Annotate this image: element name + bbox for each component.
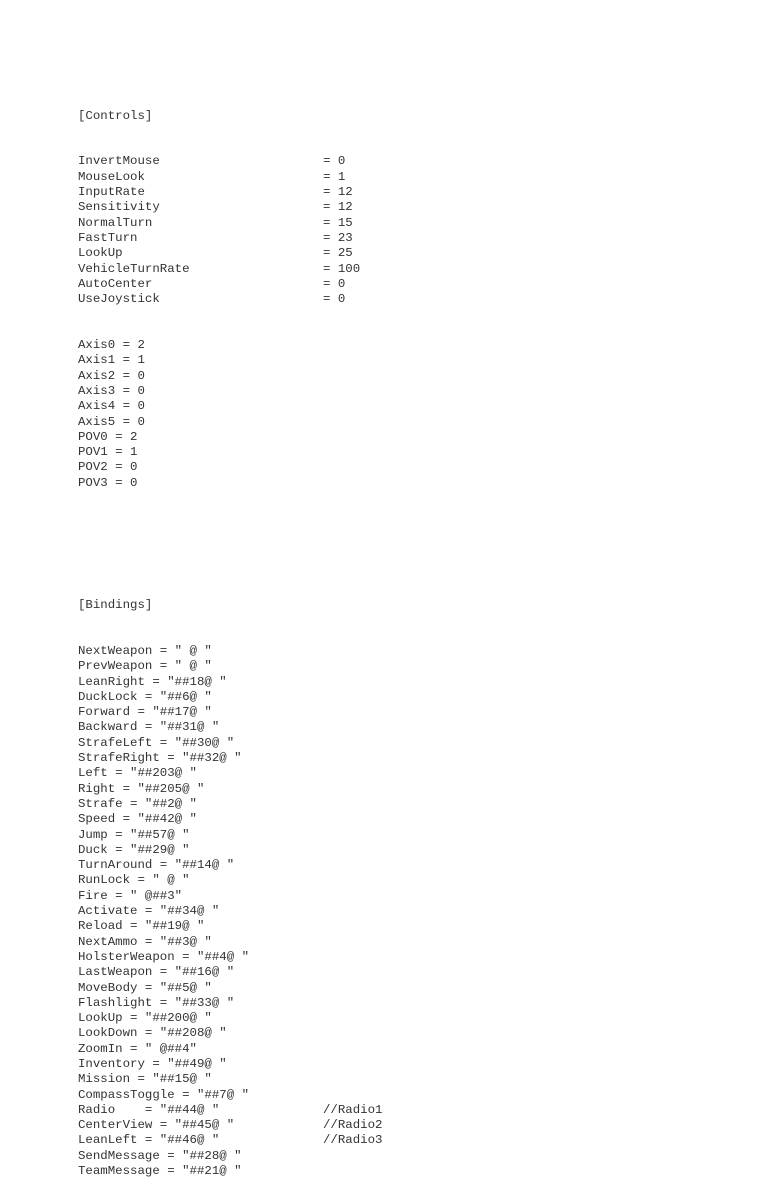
binding-line: [78, 858, 718, 873]
binding-text: ZoomIn = " @##4": [78, 1041, 197, 1056]
binding-line: [78, 919, 718, 934]
binding-text: Mission = "##15@ ": [78, 1072, 212, 1087]
config-line-text: POV3 = 0: [78, 475, 138, 490]
binding-line: [78, 873, 718, 888]
binding-line: [78, 644, 718, 659]
config-line: [78, 460, 718, 475]
config-line: [78, 170, 718, 185]
binding-line: [78, 1011, 718, 1026]
binding-text: Right = "##205@ ": [78, 781, 205, 796]
config-line-text: POV2 = 0: [78, 460, 138, 475]
binding-line: [78, 782, 718, 797]
config-key: InputRate: [78, 185, 145, 200]
binding-line: [78, 965, 718, 980]
binding-text: TurnAround = "##14@ ": [78, 858, 235, 873]
binding-line: [78, 1042, 718, 1057]
binding-line: [78, 1088, 718, 1103]
config-line: [78, 185, 718, 200]
binding-text: Left = "##203@ ": [78, 766, 197, 781]
config-line: [78, 338, 718, 353]
binding-text: Inventory = "##49@ ": [78, 1057, 227, 1071]
config-line: [78, 246, 718, 261]
binding-text: NextAmmo = "##3@ ": [78, 934, 212, 949]
config-line: [78, 415, 718, 430]
config-value: = 0: [323, 154, 346, 169]
binding-line: [78, 981, 718, 996]
controls-axis-list: [78, 338, 718, 491]
binding-text: LookDown = "##208@ ": [78, 1026, 227, 1041]
config-value: = 0: [323, 276, 346, 291]
config-key: FastTurn: [78, 230, 138, 245]
binding-text: TeamMessage = "##21@ ": [78, 1164, 242, 1179]
config-value: = 100: [323, 261, 361, 276]
config-value: = 25: [323, 246, 353, 261]
binding-line: [78, 1133, 718, 1148]
controls-aligned-list: [78, 154, 718, 307]
config-line: [78, 399, 718, 414]
config-line: [78, 231, 718, 246]
binding-text: Jump = "##57@ ": [78, 827, 190, 842]
binding-text: LeanLeft = "##46@ ": [78, 1133, 220, 1148]
binding-line: [78, 751, 718, 766]
binding-text: Activate = "##34@ ": [78, 904, 220, 919]
binding-text: Speed = "##42@ ": [78, 812, 197, 827]
section-spacer: [78, 522, 718, 568]
binding-text: RunLock = " @ ": [78, 873, 190, 888]
binding-text: HolsterWeapon = "##4@ ": [78, 949, 250, 964]
binding-line: [78, 720, 718, 735]
config-value: = 23: [323, 230, 353, 245]
binding-line: [78, 1118, 718, 1133]
binding-line: [78, 935, 718, 950]
binding-text: Duck = "##29@ ": [78, 842, 190, 857]
bindings-section-header: [Bindings]: [78, 598, 153, 613]
binding-line: [78, 812, 718, 827]
config-key: VehicleTurnRate: [78, 261, 190, 276]
binding-text: LookUp = "##200@ ": [78, 1011, 212, 1026]
binding-line: [78, 904, 718, 919]
binding-text: DuckLock = "##6@ ": [78, 689, 212, 704]
binding-text: Radio = "##44@ ": [78, 1102, 220, 1117]
binding-line: [78, 797, 718, 812]
config-line: [78, 353, 718, 368]
binding-text: SendMessage = "##28@ ": [78, 1148, 242, 1163]
config-line-text: POV1 = 1: [78, 445, 138, 460]
config-key: NormalTurn: [78, 215, 153, 230]
config-line: [78, 277, 718, 292]
binding-text: Flashlight = "##33@ ": [78, 995, 235, 1010]
binding-text: NextWeapon = " @ ": [78, 643, 212, 658]
config-line: [78, 430, 718, 445]
config-line-text: Axis3 = 0: [78, 383, 145, 398]
binding-line: [78, 705, 718, 720]
binding-text: Fire = " @##3": [78, 888, 183, 903]
bindings-list: [78, 644, 718, 1179]
config-line-text: Axis5 = 0: [78, 414, 145, 429]
config-line-text: Axis1 = 1: [78, 353, 145, 368]
config-key: LookUp: [78, 246, 123, 261]
config-line: [78, 262, 718, 277]
binding-text: StrafeLeft = "##30@ ": [78, 735, 235, 750]
binding-line: [78, 1072, 718, 1087]
binding-text: Backward = "##31@ ": [78, 720, 220, 735]
binding-text: Reload = "##19@ ": [78, 919, 205, 934]
config-value: = 12: [323, 185, 353, 200]
binding-comment: //Radio1: [323, 1102, 383, 1117]
binding-line: [78, 659, 718, 674]
config-document: [78, 78, 718, 1195]
binding-text: CompassToggle = "##7@ ": [78, 1087, 250, 1102]
binding-text: Forward = "##17@ ": [78, 705, 212, 720]
config-line-text: POV0 = 2: [78, 429, 138, 444]
config-key: InvertMouse: [78, 154, 160, 169]
binding-comment: //Radio2: [323, 1118, 383, 1133]
binding-line: [78, 950, 718, 965]
config-key: Sensitivity: [78, 200, 160, 215]
binding-text: LastWeapon = "##16@ ": [78, 965, 235, 980]
binding-text: LeanRight = "##18@ ": [78, 674, 227, 689]
binding-line: [78, 828, 718, 843]
config-value: = 15: [323, 215, 353, 230]
binding-text: CenterView = "##45@ ": [78, 1118, 235, 1133]
binding-line: [78, 1103, 718, 1118]
config-value: = 0: [323, 292, 346, 307]
config-line-text: Axis0 = 2: [78, 338, 145, 353]
binding-text: MoveBody = "##5@ ": [78, 980, 212, 995]
config-line: [78, 445, 718, 460]
binding-line: [78, 1057, 718, 1072]
config-line: [78, 476, 718, 491]
binding-line: [78, 843, 718, 858]
config-line: [78, 216, 718, 231]
controls-section-header: [Controls]: [78, 108, 153, 123]
binding-line: [78, 1149, 718, 1164]
config-value: = 12: [323, 200, 353, 215]
config-value: = 1: [323, 169, 346, 184]
binding-line: [78, 889, 718, 904]
binding-line: [78, 996, 718, 1011]
binding-line: [78, 1026, 718, 1041]
binding-line: [78, 766, 718, 781]
config-line: [78, 154, 718, 169]
config-key: MouseLook: [78, 169, 145, 184]
config-key: UseJoystick: [78, 292, 160, 307]
config-line-text: Axis4 = 0: [78, 399, 145, 414]
config-line-text: Axis2 = 0: [78, 368, 145, 383]
binding-line: [78, 736, 718, 751]
config-key: AutoCenter: [78, 276, 153, 291]
config-line: [78, 292, 718, 307]
config-line: [78, 369, 718, 384]
binding-line: [78, 675, 718, 690]
config-line: [78, 384, 718, 399]
binding-text: PrevWeapon = " @ ": [78, 659, 212, 674]
binding-text: Strafe = "##2@ ": [78, 796, 197, 811]
config-line: [78, 200, 718, 215]
binding-line: [78, 1164, 718, 1179]
binding-comment: //Radio3: [323, 1133, 383, 1148]
binding-text: StrafeRight = "##32@ ": [78, 751, 242, 766]
binding-line: [78, 690, 718, 705]
